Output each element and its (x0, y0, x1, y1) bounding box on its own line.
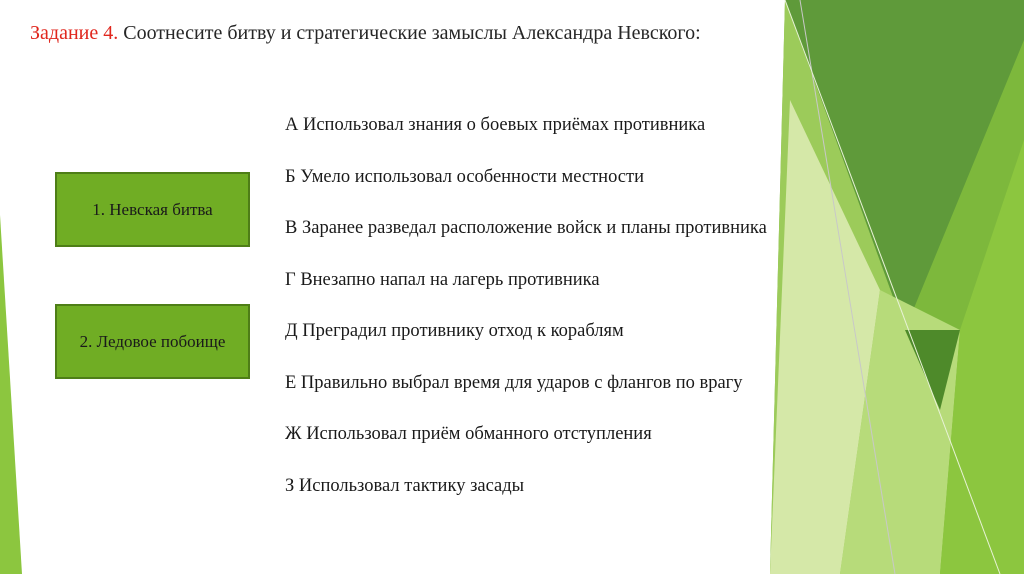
option-item-e: Е Правильно выбрал время для ударов с флангов по врагу (285, 372, 743, 393)
option-item-g: Г Внезапно напал на лагерь противника (285, 269, 600, 290)
task-instruction: Соотнесите битву и стратегические замыслы Александра Невского: (118, 22, 701, 44)
battle-label-ice: 2. Ледовое побоище (79, 331, 226, 351)
battle-box-ice (55, 304, 250, 379)
battle-label-neva: 1. Невская битва (92, 199, 213, 219)
task-label: Задание 4. (30, 22, 119, 44)
page-title (30, 22, 701, 45)
option-item-zh: Ж Использовал приём обманного отступления (285, 424, 652, 444)
option-item-a: А Использовал знания о боевых приёмах противника (285, 115, 706, 135)
left-green-strip (0, 215, 22, 574)
option-item-z: З Использовал тактику засады (285, 475, 525, 496)
option-item-v: В Заранее разведал расположение войск и планы противника (285, 218, 767, 238)
battle-box-neva (55, 172, 250, 247)
option-item-d: Д Преградил противнику отход к кораблям (285, 321, 624, 341)
strategy-options-list (285, 112, 767, 524)
option-item-b: Б Умело использовал особенности местности (285, 166, 644, 187)
